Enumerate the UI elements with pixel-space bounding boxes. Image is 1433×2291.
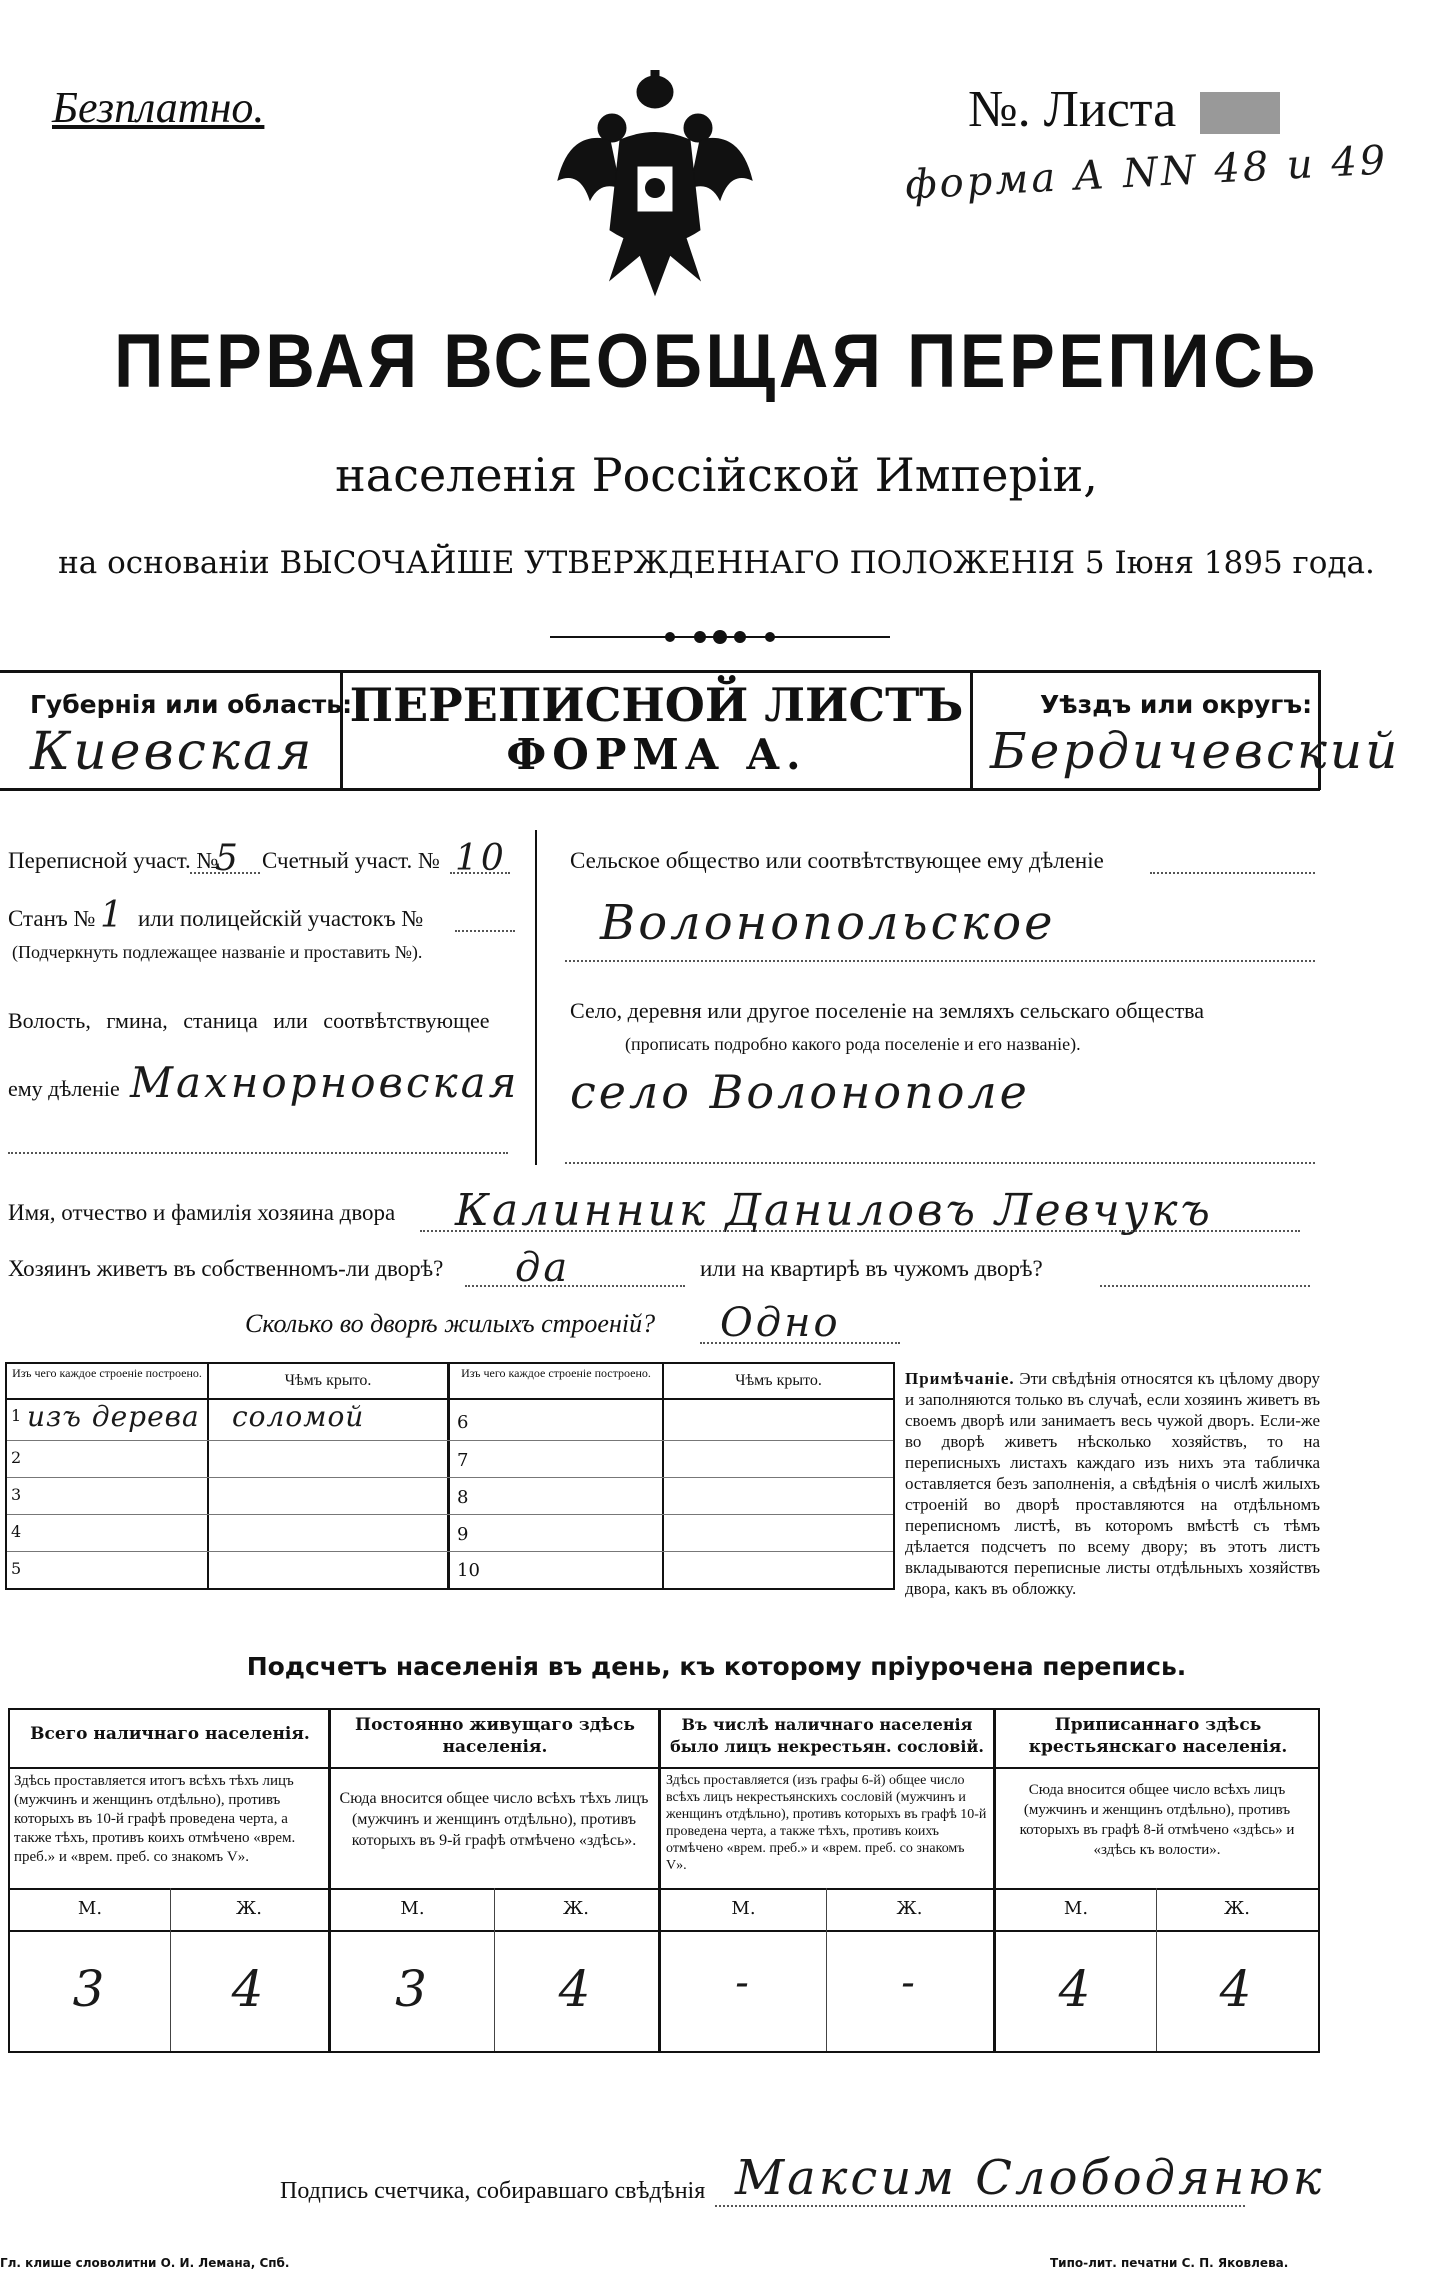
volost-label-1: Волость, гмина, станица или соотвѣтствующее (8, 1008, 490, 1033)
uezd-value: Бердичевский (990, 722, 1401, 780)
sheet-number-redaction (1200, 92, 1280, 134)
owner-value: Калинник Даниловъ Левчукъ (455, 1185, 1213, 1236)
buildings-value: Одно (720, 1300, 841, 1346)
count-col-2-title: Постоянно живущаго здѣсь населенія. (355, 1715, 635, 1757)
society-dots-2 (565, 960, 1315, 962)
col-material-left: Изъ чего каждое строеніе построено. (12, 1366, 202, 1380)
volost-dots (8, 1152, 508, 1154)
count-col-3-m-value: - (735, 1960, 752, 2006)
census-area-label: Переписной участ. № (8, 848, 219, 873)
free-label: Безплатно. (52, 83, 265, 132)
count-table (8, 1708, 1320, 2053)
header-divider-right (970, 670, 973, 790)
count-col-1-f-label: Ж. (236, 1898, 262, 1919)
table-row-9-n: 9 (457, 1524, 469, 1545)
volost-label-2: ему дѣленіе (8, 1076, 120, 1101)
form-title: ФОРМА А. (506, 730, 807, 779)
count-col-4-f-label: Ж. (1224, 1898, 1250, 1919)
guberniya-label: Губернія или область: (30, 690, 353, 719)
table-row-10-n: 10 (457, 1560, 480, 1581)
header-top-rule (0, 670, 1320, 673)
count-col-3-f-label: Ж. (896, 1898, 923, 1919)
fields-divider (535, 830, 537, 1165)
count-col-1-m-label: М. (77, 1898, 103, 1919)
village-value: село Волонополе (570, 1065, 1030, 1119)
society-label: Сельское общество или соотвѣтствующее ему дѣленіе (570, 848, 1104, 873)
table-row-7-n: 7 (457, 1450, 469, 1471)
guberniya-value: Киевская (30, 722, 315, 782)
table-row-6-n: 6 (457, 1412, 469, 1433)
ornament-divider (550, 625, 890, 649)
basis-line: на основаніи ВЫСОЧАЙШЕ УТВЕРЖДЕННАГО ПОЛОЖЕНІЯ 5 Іюня 1895 года. (58, 545, 1375, 581)
owner-label: Имя, отчество и фамилія хозяина двора (8, 1200, 396, 1225)
sheet-title: ПЕРЕПИСНОЙ ЛИСТЪ (349, 678, 964, 732)
signature-label: Подпись счетчика, собиравшаго свѣдѣнія (280, 2178, 706, 2204)
sheet-number-label: №. Листа (968, 81, 1177, 138)
table-row-1-n: 1 (11, 1406, 22, 1425)
count-area-dots-2 (450, 872, 510, 874)
signature-dots (715, 2205, 1245, 2207)
table-row-2-n: 2 (11, 1448, 22, 1467)
count-col-1-f-value: 4 (231, 1960, 267, 2018)
count-area-value: 10 (455, 838, 507, 879)
stan-value: 1 (100, 895, 126, 936)
stan-note: (Подчеркнуть подлежащее названіе и проставить №). (12, 942, 423, 962)
count-col-4-f-value: 4 (1219, 1960, 1255, 2018)
table-row-1-roof: соломой (232, 1400, 365, 1433)
lives-dots (465, 1285, 685, 1287)
table-row-5-n: 5 (11, 1559, 22, 1578)
buildings-label: Сколько во дворѣ жилыхъ строеній? (245, 1309, 656, 1338)
count-col-4-m-label: М. (1063, 1898, 1089, 1919)
owner-dots (420, 1230, 1300, 1232)
note-text: Эти свѣдѣнія относятся къ цѣлому двору и заполняются только въ случаѣ, если хозяинъ живетъ въ своемъ дворѣ или занимаетъ весь чужой дворъ. Если-же во дворѣ живетъ нѣсколько хозяйствъ, то на переписныхъ листахъ каждаго изъ нихъ эта табличка оставляется безъ заполненія, а свѣдѣнія о числѣ жилыхъ строеній во дворѣ проставляются на отдѣльномъ переписномъ листѣ, въ которомъ вмѣстѣ съ тѣмъ дѣлается подсчетъ по всему двору; въ этотъ листъ вкладываются переписные листы отдѣльныхъ хозяйствъ двора, какъ въ обложку. (905, 1369, 1321, 1598)
lives-value: да (515, 1245, 571, 1291)
count-col-2-f-label: Ж. (563, 1898, 589, 1919)
rent-dots (1100, 1285, 1310, 1287)
count-col-3-desc: Здѣсь проставляется (изъ графы 6-й) общее число всѣхъ лицъ некрестьянскихъ сословій (мужчинъ и женщинъ отдѣльно), противъ которыхъ въ графѣ 10-й проведена черта, а также тѣхъ, противъ коихъ отмѣчено «врем. преб.» и «врем. преб. со знакомъ V». (666, 1773, 987, 1873)
count-area-label: Счетный участ. № (262, 848, 440, 873)
census-area-value: 5 (215, 838, 241, 879)
village-note: (прописать подробно какого рода поселеніе и его названіе). (625, 1034, 1081, 1054)
count-col-1-desc: Здѣсь проставляется итогъ всѣхъ тѣхъ лицъ (мужчинъ и женщинъ отдѣльно), противъ которыхъ въ 10-й графѣ проведена черта, а также тѣхъ, противъ коихъ отмѣчено «врем. преб.» и «врем. преб. со знакомъ V». (14, 1773, 296, 1865)
count-col-1-title: Всего наличнаго населенія. (30, 1724, 310, 1744)
count-col-4-title: Приписаннаго здѣсь крестьянскаго населенія. (1028, 1715, 1288, 1757)
society-value: Волонопольское (600, 895, 1056, 951)
note-title: Примѣчаніе. (905, 1369, 1015, 1388)
count-col-1-m-value: 3 (72, 1960, 108, 2018)
count-col-3-m-label: М. (731, 1898, 756, 1919)
col-material-right: Изъ чего каждое строеніе построено. (461, 1366, 651, 1380)
buildings-table (5, 1362, 895, 1590)
header-bottom-rule (0, 788, 1320, 791)
count-col-2-desc: Сюда вносится общее число всѣхъ тѣхъ лицъ (мужчинъ и женщинъ отдѣльно), противъ которыхъ въ 9-й графѣ отмѣчено «здѣсь». (339, 1790, 649, 1849)
uezd-label: Уѣздъ или округъ: (1040, 690, 1313, 719)
police-label: или полицейскій участокъ № (138, 906, 424, 931)
rent-label: или на квартирѣ въ чужомъ дворѣ? (700, 1256, 1043, 1281)
count-col-2-m-value: 3 (395, 1960, 430, 2018)
count-area-dots (190, 872, 260, 874)
coat-of-arms-emblem (550, 70, 760, 300)
table-row-8-n: 8 (457, 1487, 469, 1508)
count-col-4-desc: Сюда вносится общее число всѣхъ лицъ (мужчинъ и женщинъ отдѣльно), противъ которыхъ въ графѣ 8-й отмѣчено «здѣсь» и «здѣсь къ волости». (1019, 1782, 1295, 1858)
count-col-4-m-value: 4 (1058, 1960, 1094, 2018)
lives-label: Хозяинъ живетъ въ собственномъ-ли дворѣ? (8, 1256, 444, 1281)
count-col-2-m-label: М. (400, 1898, 425, 1919)
table-row-3-n: 3 (11, 1485, 22, 1504)
title-main: ПЕРВАЯ ВСЕОБЩАЯ ПЕРЕПИСЬ (114, 319, 1319, 404)
volost-value: Махнорновская (130, 1058, 520, 1107)
print-right: Типо-лит. печатни С. П. Яковлева. (1050, 2256, 1289, 2270)
count-col-2-f-value: 4 (558, 1960, 594, 2018)
village-label: Село, деревня или другое поселеніе на земляхъ сельскаго общества (570, 998, 1205, 1023)
stan-label: Станъ № (8, 906, 96, 931)
police-dots (455, 930, 515, 932)
count-title: Подсчетъ населенія въ день, къ которому пріурочена перепись. (246, 1652, 1187, 1681)
print-left: Гл. клише словолитни О. И. Лемана, Спб. (0, 2256, 290, 2270)
sheet-form-note: форма А NN 48 и 49 (904, 137, 1390, 209)
table-row-4-n: 4 (11, 1522, 22, 1541)
buildings-dots (700, 1342, 900, 1344)
village-dots (565, 1162, 1315, 1164)
signature-value: Максим Слободянюк (735, 2150, 1325, 2206)
count-col-3-f-value: - (901, 1960, 918, 2006)
title-sub: населенія Россійской Имперіи, (335, 448, 1098, 502)
col-roof-right: Чѣмъ крыто. (735, 1372, 822, 1389)
count-col-3-title: Въ числѣ наличнаго населенія было лицъ некрестьян. сословій. (670, 1715, 984, 1756)
table-row-1-material: изъ дерева (27, 1400, 200, 1433)
col-roof-left: Чѣмъ крыто. (284, 1372, 372, 1389)
society-dots (1150, 872, 1315, 874)
note-block (905, 1368, 1320, 1599)
